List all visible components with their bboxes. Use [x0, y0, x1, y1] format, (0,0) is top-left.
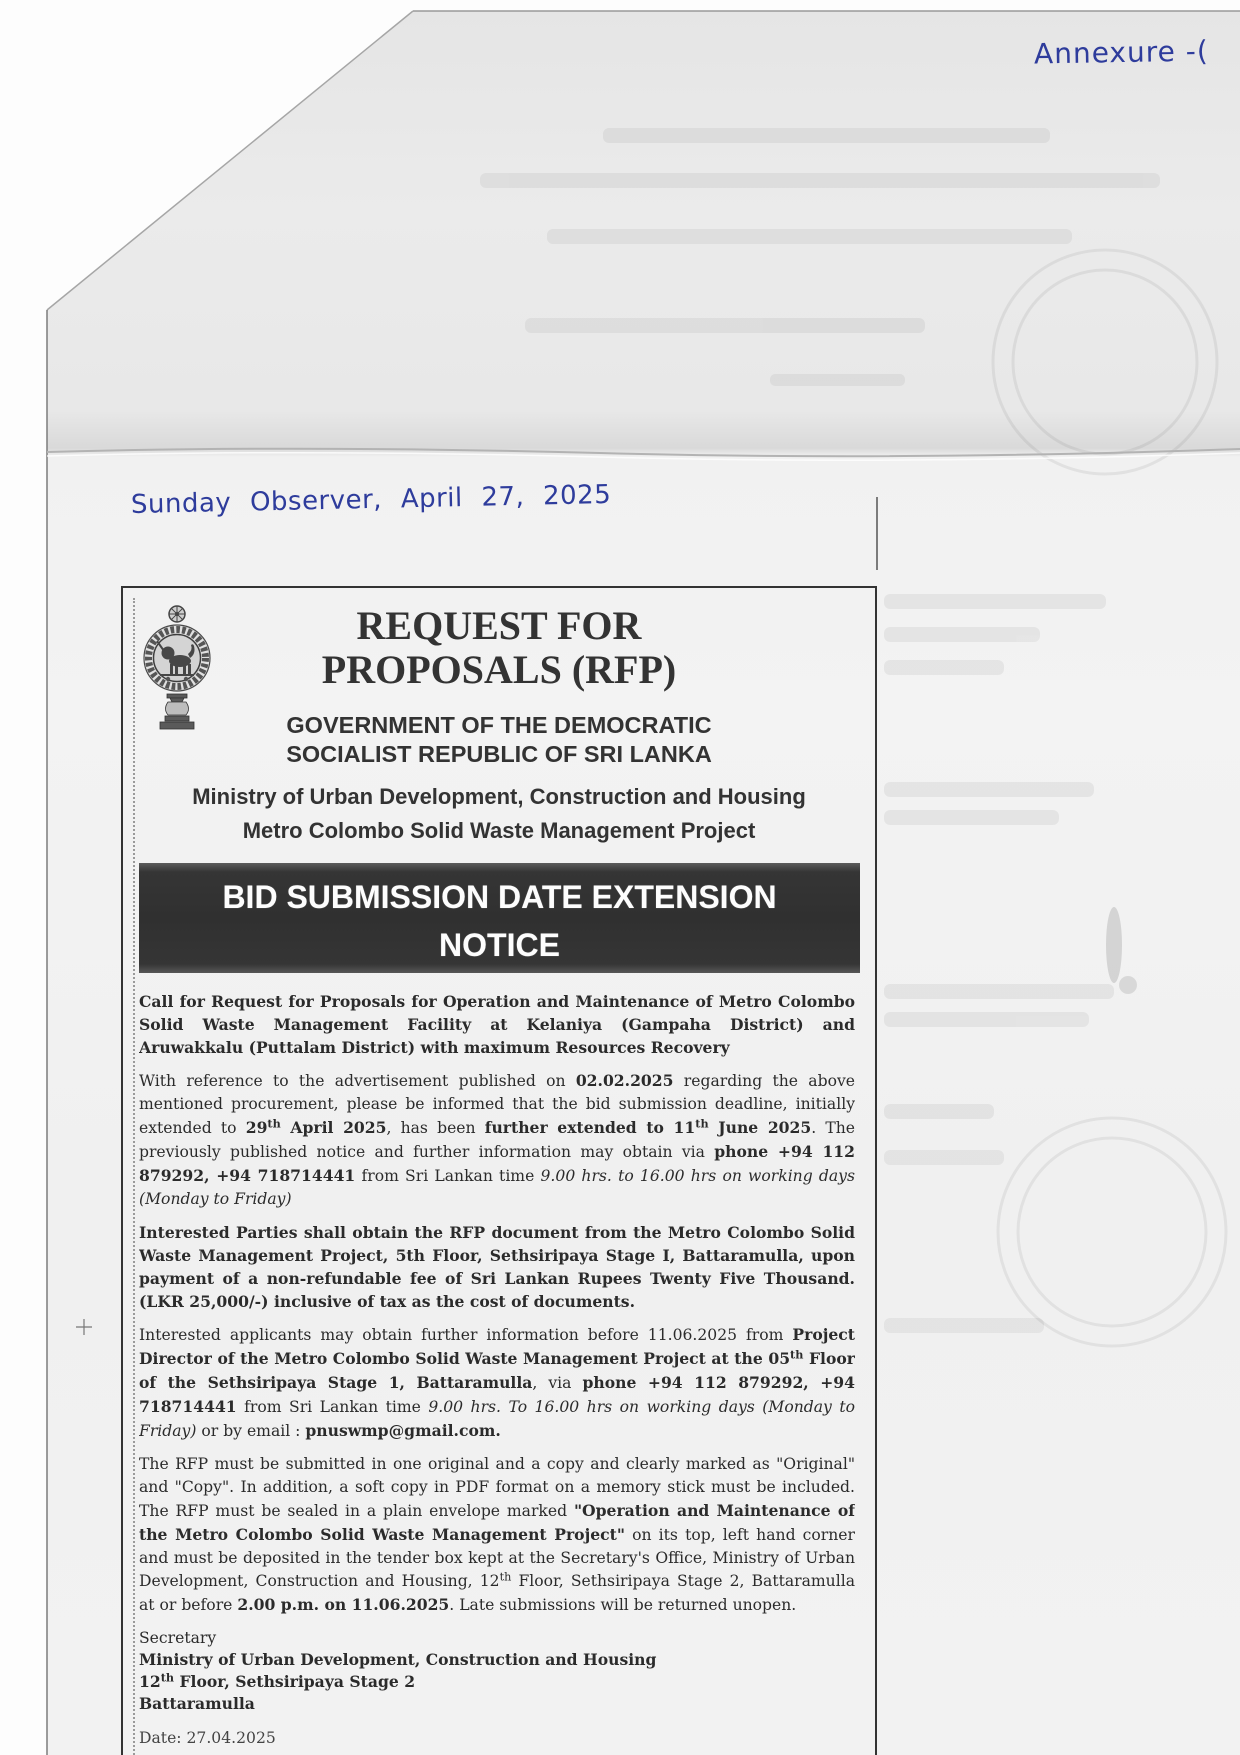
ordinal-suffix: th [695, 1116, 709, 1131]
working-hours: 9.00 hrs. to 16.00 hrs on working days (Monday to Friday) [139, 1167, 855, 1208]
text-segment: , has been [386, 1119, 485, 1137]
floor-rest: Floor, Sethsiripaya Stage 2 [174, 1672, 416, 1691]
phone-numbers: phone +94 112 879292, +94 718714441 [139, 1373, 855, 1416]
text-segment: on its top, left hand corner and must be deposited in the tender box kept at the Secretary's Office, Ministry of Urban Development, Construction and Housing, 12 [139, 1526, 855, 1590]
submission-deadline: 2.00 p.m. on 11.06.2025 [237, 1595, 450, 1614]
text-segment: from Sri Lankan time [355, 1167, 541, 1185]
fold-crease [47, 449, 1240, 460]
handwritten-annexure-label: Annexure -( [1033, 34, 1210, 71]
submission-paragraph [139, 1453, 855, 1617]
signatory-floor [139, 1671, 855, 1693]
extension-paragraph [139, 1069, 855, 1211]
text-segment: or by email : [196, 1422, 306, 1440]
handwritten-publication-note: Sunday Observer, April 27, 2025 [130, 479, 612, 520]
floor-number: 12 [139, 1672, 161, 1691]
government-line-1: GOVERNMENT OF THE DEMOCRATIC [286, 712, 712, 738]
ministry-heading [121, 780, 877, 848]
rfp-document-text: Interested Parties shall obtain the RFP document from the Metro Colombo Solid Waste Management Project, 5th Floor, Sethsiripaya Stage I, Battaramulla, upon payment of a non-refundable fee of Sri Lankan Rupees Twenty Five Thousand. (LKR 25,000/-) inclusive of tax as the cost of documents. [139, 1223, 855, 1311]
previous-deadline [246, 1118, 387, 1137]
signatory-ministry: Ministry of Urban Development, Construction and Housing [139, 1650, 657, 1669]
banner-line-1: BID SUBMISSION DATE EXTENSION [222, 879, 777, 915]
call-heading-text: Call for Request for Proposals for Operation and Maintenance of Metro Colombo Solid Waste Management Facility at Kelaniya (Gampaha District) and Aruwakkalu (Puttalam District) with maximum Resources Recovery [139, 992, 855, 1057]
contact-email: pnuswmp@gmail.com. [305, 1421, 501, 1440]
government-line-2: SOCIALIST REPUBLIC OF SRI LANKA [286, 741, 712, 767]
text-segment: Floor, Sethsiripaya Stage 2, Battaramulla at or before [139, 1572, 855, 1614]
deadline-month-year: April 2025 [280, 1118, 387, 1137]
inquiries-paragraph [139, 1323, 855, 1443]
text-segment: , via [532, 1374, 583, 1392]
rfp-document-paragraph [139, 1221, 855, 1313]
call-heading-paragraph [139, 990, 855, 1059]
address-lead: Project Director of the Metro Colombo Solid Waste Management Project at the 05 [139, 1325, 855, 1368]
notice-date: Date: 27.04.2025 [139, 1729, 276, 1747]
title-line-1: REQUEST FOR [356, 603, 642, 648]
address-rest: Floor of the Sethsiripaya Stage 1, Battaramulla [139, 1349, 855, 1392]
text-segment: from Sri Lankan time [236, 1398, 429, 1416]
dotted-margin [133, 598, 135, 1755]
new-deadline-lead: further extended to 11 [484, 1118, 696, 1137]
extension-notice-banner [139, 863, 860, 973]
text-segment: . The previously published notice and further information may obtain via [139, 1119, 855, 1161]
ordinal-suffix: th [267, 1116, 281, 1131]
deadline-day: 29 [245, 1118, 268, 1137]
phone-numbers: phone +94 112 879292, +94 718714441 [139, 1142, 855, 1185]
new-deadline-month-year: June 2025 [708, 1118, 812, 1137]
signatory-city: Battaramulla [139, 1694, 255, 1713]
notice-body [139, 990, 855, 1755]
project-name: Metro Colombo Solid Waste Management Project [242, 818, 756, 843]
working-hours: 9.00 hrs. To 16.00 hrs on working days (Monday to Friday) [139, 1398, 855, 1440]
banner-line-2: NOTICE [439, 927, 560, 963]
ordinal-suffix: th [499, 1570, 512, 1584]
registration-mark [76, 1319, 92, 1335]
text-segment: . Late submissions will be returned unopen. [449, 1596, 797, 1614]
envelope-marking: "Operation and Maintenance of the Metro Colombo Solid Waste Management Project" [139, 1501, 855, 1544]
text-segment: Interested applicants may obtain further information before 11.06.2025 from [139, 1326, 793, 1344]
ordinal-suffix: th [790, 1347, 804, 1362]
text-segment: The RFP must be submitted in one original and a copy and clearly marked as "Original" and "Copy". In addition, a soft copy in PDF format on a memory stick must be included. The RFP must be sealed in a plain envelope marked [139, 1455, 855, 1520]
title-line-2: PROPOSALS (RFP) [321, 647, 677, 692]
ordinal-suffix: th [160, 1670, 175, 1685]
government-heading [121, 711, 877, 769]
text-segment: regarding the above mentioned procurement, please be informed that the bid submission deadline, initially extended to [139, 1072, 855, 1137]
advertisement-date: 02.02.2025 [575, 1071, 674, 1090]
ministry-name: Ministry of Urban Development, Construction and Housing [192, 784, 806, 809]
text-segment: With reference to the advertisement published on [139, 1072, 576, 1090]
signatory-title: Secretary [139, 1629, 217, 1647]
signature-block [139, 1627, 855, 1749]
new-deadline [485, 1118, 812, 1137]
notice-title [121, 604, 877, 692]
